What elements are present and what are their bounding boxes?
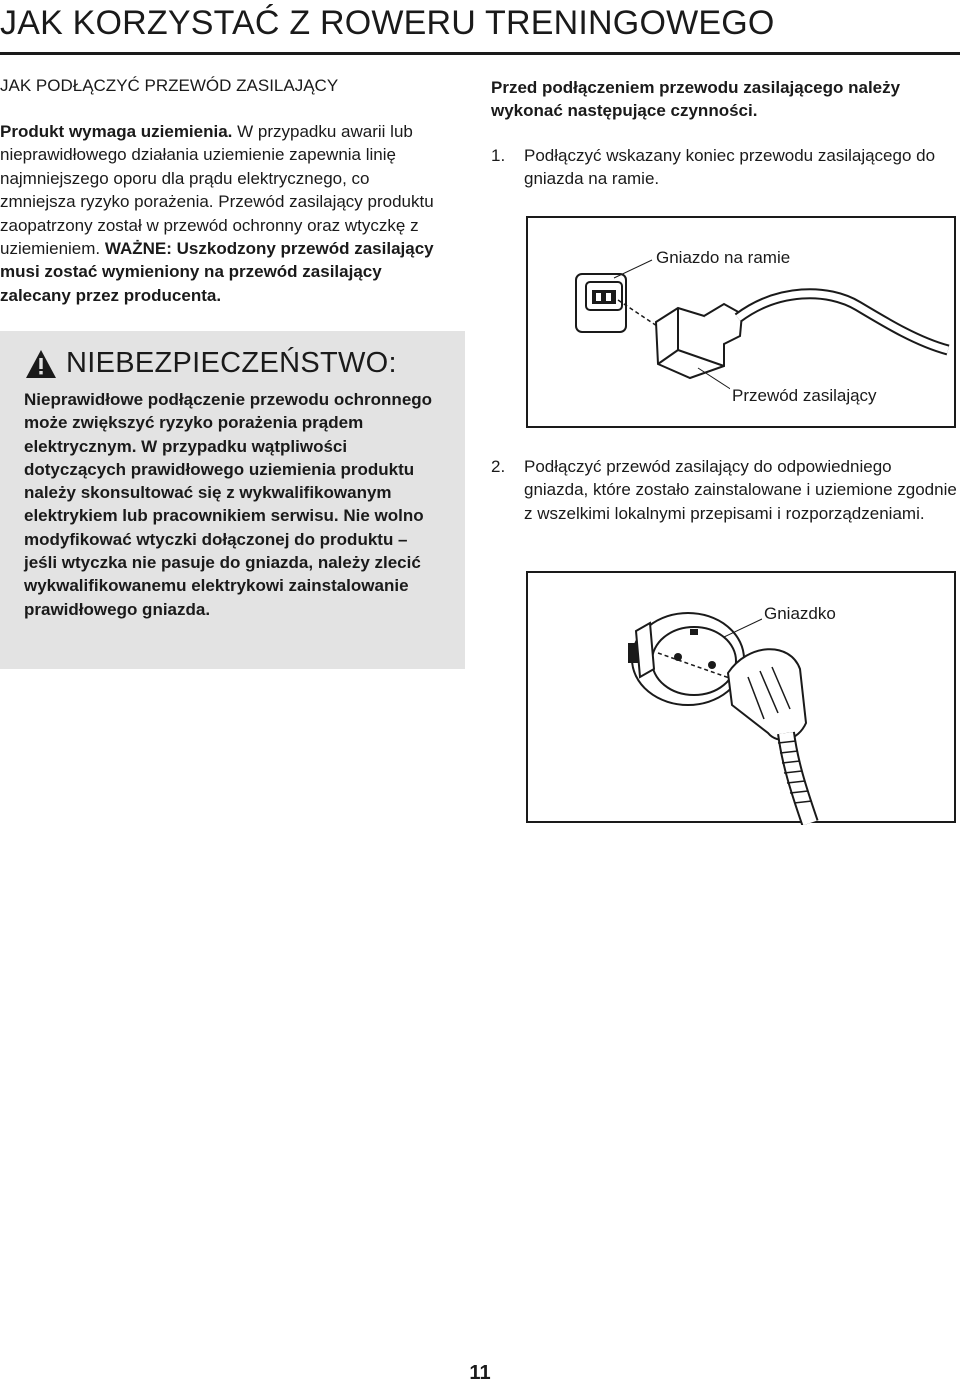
steps-lead: Przed podłączeniem przewodu zasilającego należy wykonać następujące czynności. (491, 78, 901, 121)
label-frame-socket: Gniazdo na ramie (656, 248, 791, 267)
danger-text: Nieprawidłowe podłączenie przewodu ochronnego może zwiększyć ryzyko porażenia prądem elektrycznym. W przypadku wątpliwości dotyczących prawidłowego uziemienia produktu należy skonsultować się z wykwalifikowanym elektrykiem lub pracownikiem serwisu. Nie wolno modyfikować wtyczki dołączonej do produktu – jeśli wtyczka nie pasuje do gniazda, należy zlecić wykwalifikowanemu elektrykowi zainstalowanie prawidłowego gniazda. (24, 390, 433, 619)
danger-box (0, 331, 465, 669)
frame-socket-figure (526, 216, 956, 428)
step-2 (491, 455, 960, 525)
title-rule (0, 52, 960, 55)
step-number: 2. (491, 457, 506, 476)
step-1 (491, 144, 960, 191)
danger-title (24, 347, 441, 380)
intro-bold-lead: Produkt wymaga uziemienia. (0, 122, 233, 141)
intro-important-note: WAŻNE: Uszkodzony przewód zasilający musi zostać wymieniony na przewód zasilający zalecany przez producenta. (0, 239, 434, 305)
label-wall-outlet: Gniazdko (764, 604, 836, 623)
intro-text: W przypadku awarii lub nieprawidłowego działania uziemienie zapewnia linię najmniejszego oporu dla prądu elektrycznego, co zmniejsza ryzyko porażenia. Przewód zasilający produktu zaopatrzony został w przewód ochronny oraz wtyczkę z uziemieniem. (0, 122, 434, 259)
wall-outlet-illustration (528, 573, 958, 825)
section-heading: JAK PODŁĄCZYĆ PRZEWÓD ZASILAJĄCY (0, 76, 339, 95)
label-power-cord: Przewód zasilający (732, 386, 877, 405)
step-number: 1. (491, 146, 506, 165)
intro-paragraph (0, 120, 445, 307)
step-text: Podłączyć przewód zasilający do odpowiedniego gniazda, które zostało zainstalowane i uziemione zgodnie z wszelkimi lokalnymi przepisami i rozporządzeniami. (524, 457, 957, 523)
wall-outlet-figure (526, 571, 956, 823)
step-text: Podłączyć wskazany koniec przewodu zasilającego do gniazda na ramie. (524, 146, 936, 189)
warning-triangle-icon (24, 348, 58, 380)
page-title: JAK KORZYSTAĆ Z ROWERU TRENINGOWEGO (0, 4, 775, 42)
page-number: 11 (469, 1362, 491, 1384)
danger-title-text: NIEBEZPIECZEŃSTWO: (66, 347, 397, 379)
